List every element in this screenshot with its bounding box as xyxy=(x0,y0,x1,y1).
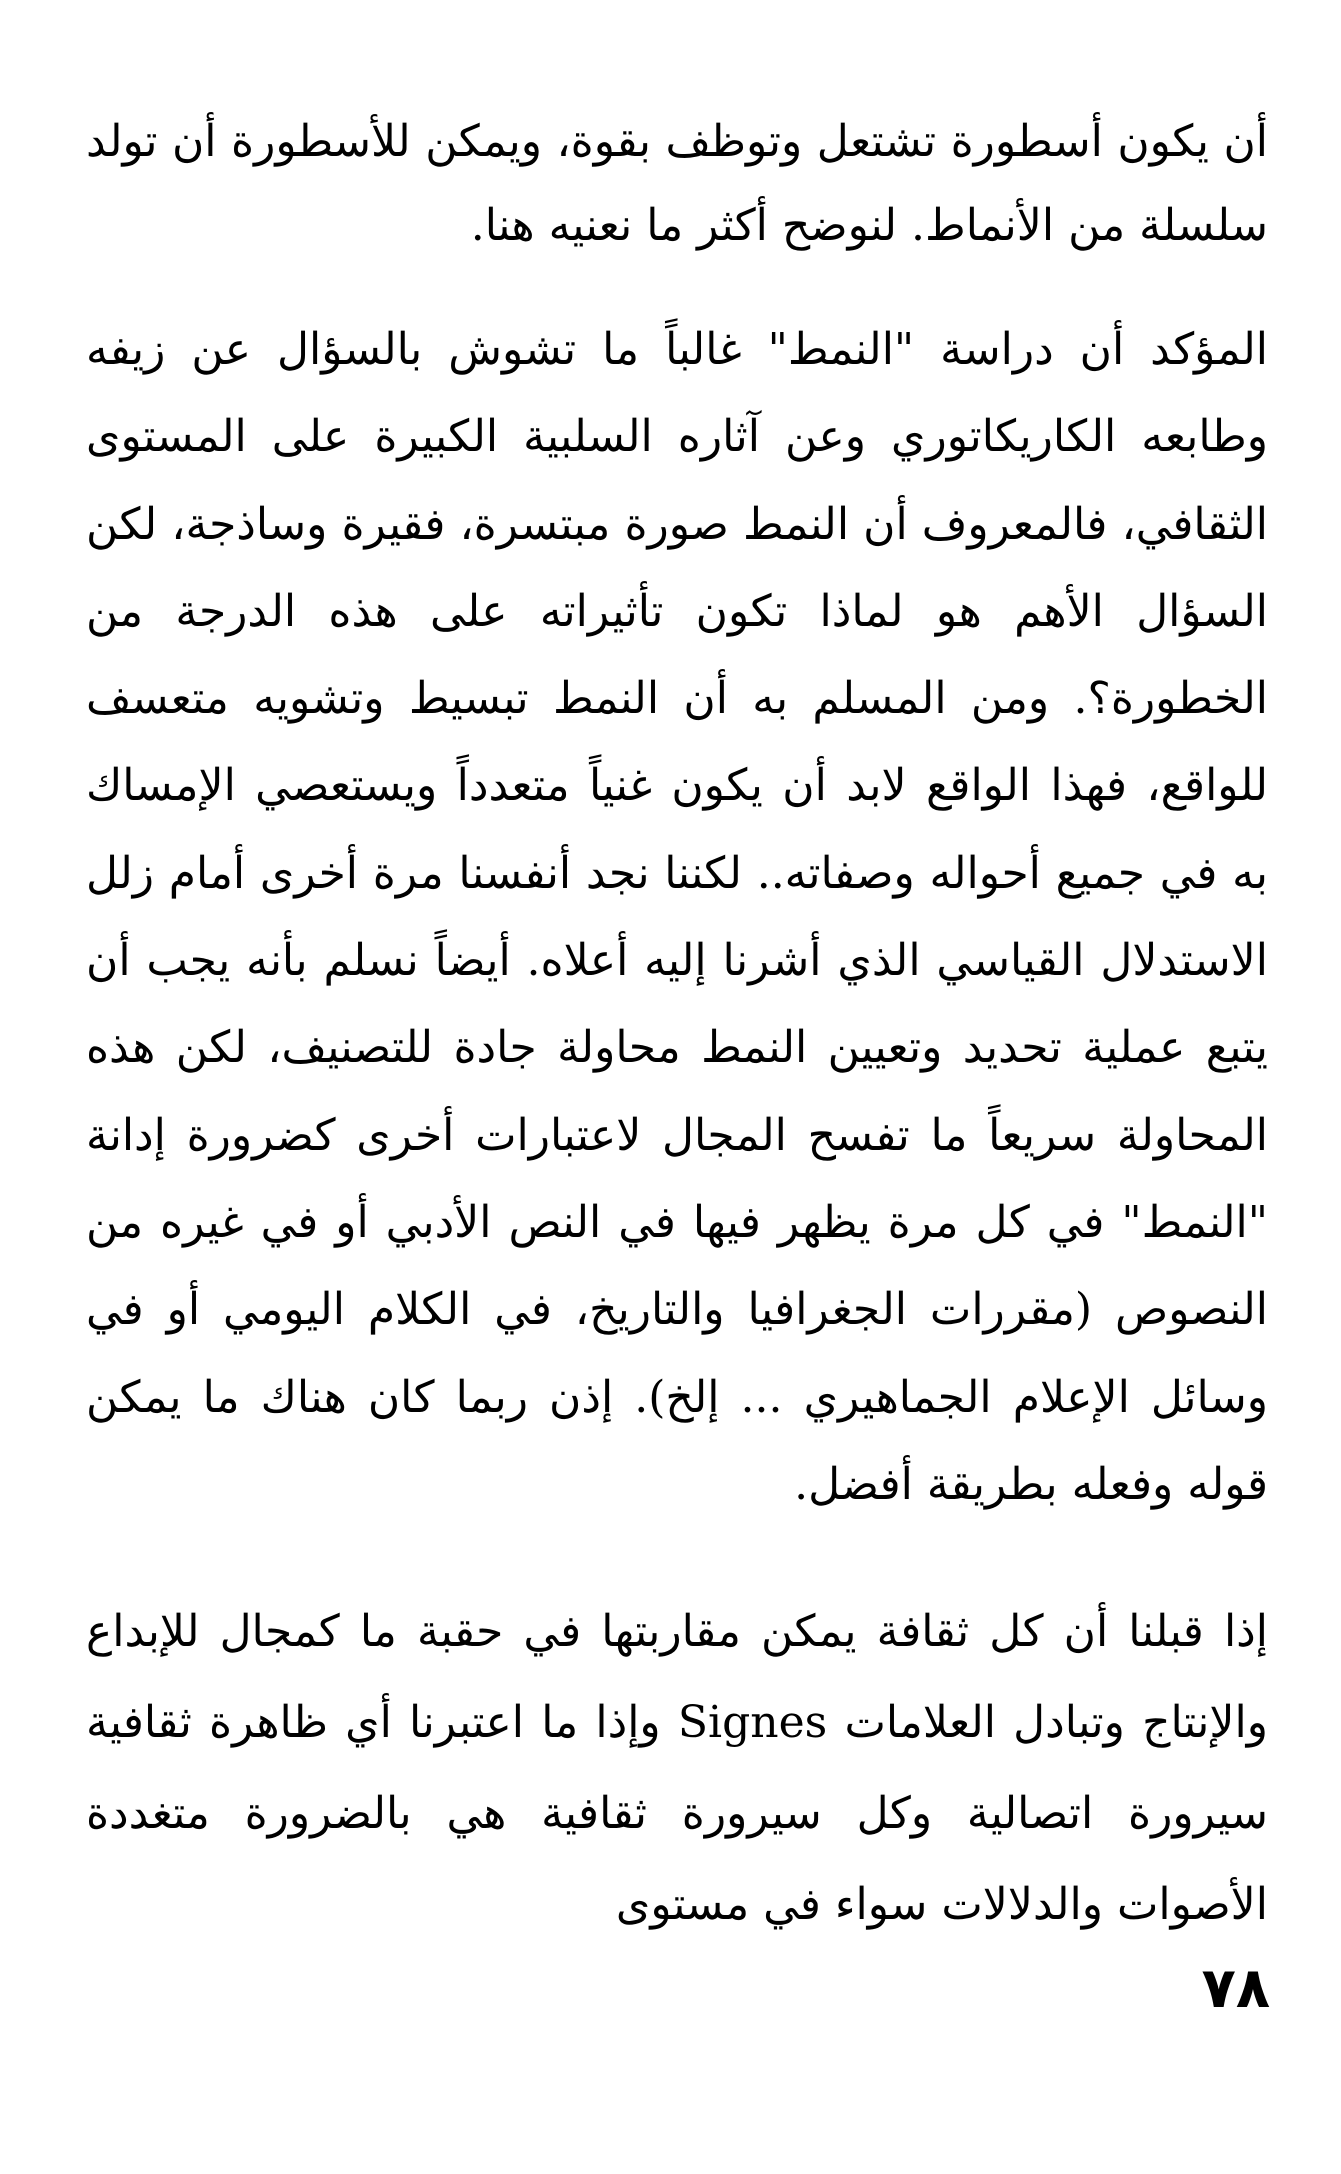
paragraph-1: أن يكون أسطورة تشتعل وتوظف بقوة، ويمكن للأسطورة أن تولد سلسلة من الأنماط. لنوضح أكثر ما نعنيه هنا. xyxy=(86,116,1268,251)
paragraph-3: إذا قبلنا أن كل ثقافة يمكن مقاربتها في حقبة ما كمجال للإبداع والإنتاج وتبادل العلامات Signes وإذا ما اعتبرنا أي ظاهرة ثقافية سيرورة اتصالية وكل سيرورة ثقافية هي بالضرورة متغددة الأصوات والدلالات سواء في مستوى xyxy=(86,1606,1268,1930)
page-number: ٧٨ xyxy=(1201,1956,1270,2021)
paragraph-2: المؤكد أن دراسة "النمط" غالباً ما تشوش بالسؤال عن زيفه وطابعه الكاريكاتوري وعن آثاره السلبية الكبيرة على المستوى الثقافي، فالمعروف أن النمط صورة مبتسرة، فقيرة وساذجة، لكن السؤال الأهم هو لماذا تكون تأثيراته على هذه الدرجة من الخطورة؟. ومن المسلم به أن النمط تبسيط وتشويه متعسف للواقع، فهذا الواقع لابد أن يكون غنياً متعدداً ويستعصي الإمساك به في جميع أحواله وصفاته.. لكننا نجد أنفسنا مرة أخرى أمام زلل الاستدلال القياسي الذي أشرنا إليه أعلاه. أيضاً نسلم بأنه يجب أن يتبع عملية تحديد وتعيين النمط محاولة جادة للتصنيف، لكن هذه المحاولة سريعاً ما تفسح المجال لاعتبارات أخرى كضرورة إدانة "النمط" في كل مرة يظهر فيها في النص الأدبي أو في غيره من النصوص (مقررات الجغرافيا والتاريخ، في الكلام اليومي أو في وسائل الإعلام الجماهيري ... إلخ). إذن ربما كان هناك ما يمكن قوله وفعله بطريقة أفضل. xyxy=(86,324,1268,1510)
